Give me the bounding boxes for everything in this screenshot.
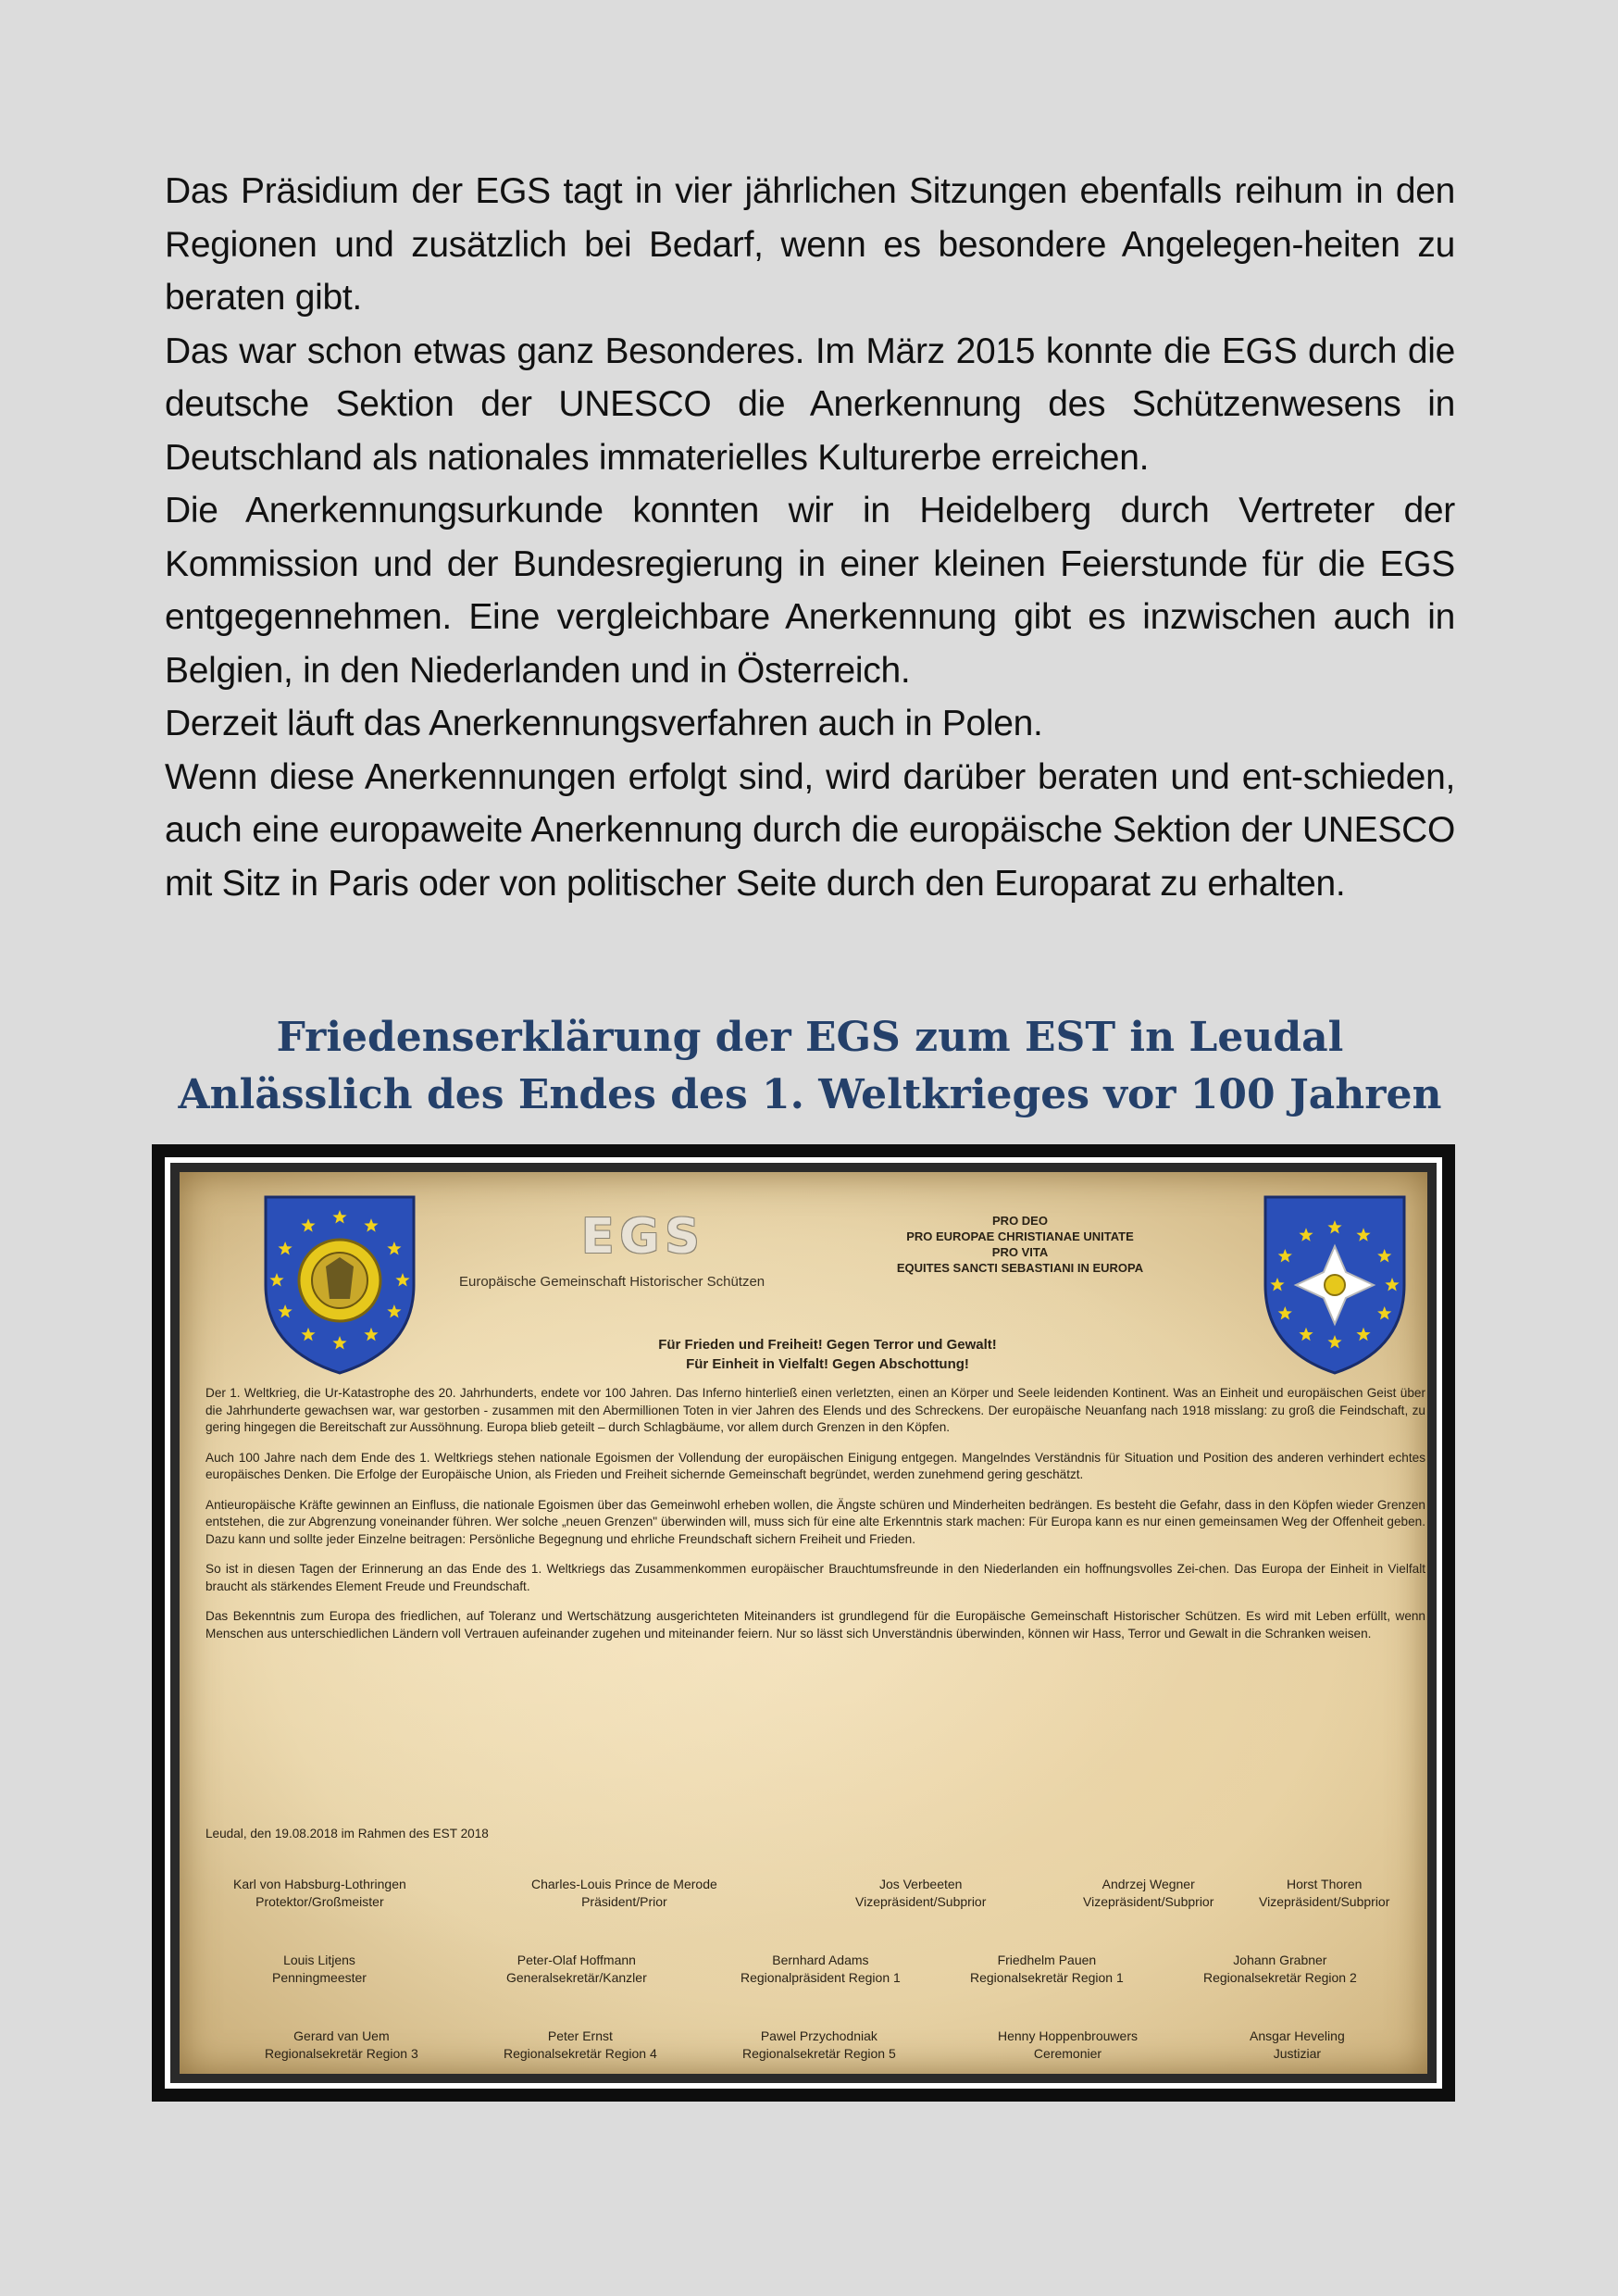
- intro-paragraph: Wenn diese Anerkennungen erfolgt sind, wird darüber beraten und ent-schieden, auch eine europaweite Anerkennung durch die europäische Sektion der UNESCO mit Sitz in Paris oder von politischer Seite durch den Europarat zu erhalten.: [165, 756, 1455, 904]
- signatory: Henny Hoppenbrouwers Ceremonier: [998, 2028, 1138, 2061]
- declaration-paragraph: Das Bekenntnis zum Europa des friedlichen, auf Toleranz und Wertschätzung ausgerichteten Miteinanders ist grundlegend für die Europäische Gemeinschaft Historischer Schützen. Es wird mit Leben erfüllt, wenn Menschen aus unterschiedlichen Ländern voll Vertrauen aufeinander zugehen und miteinander feiern. Nur so lässt sich Unverständnis überwinden, können wir Hass, Terror und Gewalt in die Schranken weisen.: [205, 1609, 1425, 1641]
- heading-line-1: Friedenserklärung der EGS zum EST in Leudal: [276, 1014, 1344, 1061]
- slogan: Für Frieden und Freiheit! Gegen Terror und Gewalt! Für Einheit in Vielfalt! Gegen Abschottung!: [658, 1337, 997, 1372]
- motto: PRO DEO PRO EUROPAE CHRISTIANAE UNITATE PRO VITA EQUITES SANCTI SEBASTIANI IN EUROPA: [896, 1214, 1144, 1275]
- signatory: Andrzej Wegner Vizepräsident/Subprior: [1083, 1877, 1214, 1909]
- intro-paragraph: Die Anerkennungsurkunde konnten wir in Heidelberg durch Vertreter der Kommission und der Bundesregierung in einer kleinen Feierstunde für die EGS entgegennehmen. Eine vergleichbare Anerkennung gibt es inzwischen auch in Belgien, in den Niederlanden und in Österreich.: [165, 491, 1455, 691]
- signatory: Karl von Habsburg-Lothringen Protektor/Großmeister: [233, 1877, 406, 1909]
- declaration-paragraph: Antieuropäische Kräfte gewinnen an Einfluss, die nationale Egoismen über das Gemeinwohl erheben wollen, die Ängste schüren und Minderheiten bedrängen. Es besteht die Gefahr, dass in den Köpfen wieder Grenzen entstehen, die zur Abgrenzung voneinander führen. Wer solche „neuen Grenzen" überwinden will, muss sich für eine alte Erkenntnis stark machen: Für Europa kann es nur einen gemeinsamen Weg der Offenheit geben. Dazu kann und sollte jeder Einzelne beitragen: Persönliche Begegnung und ehrliche Freundschaft sichern Freiheit und Frieden.: [205, 1497, 1425, 1546]
- intro-text: [165, 165, 1455, 910]
- signatory: Peter-Olaf Hoffmann Generalsekretär/Kanzler: [506, 1953, 647, 1985]
- section-heading: [139, 1009, 1481, 1124]
- declaration-paragraph: So ist in diesen Tagen der Erinnerung an das Ende des 1. Weltkriegs das Zusammenkommen europäischer Brauchtumsfreunde in den Niederlanden ein hoffnungsvolles Zei-chen. Das Europa der Einheit in Vielfalt braucht als stärkendes Element Freude und Freundschaft.: [205, 1562, 1425, 1593]
- intro-paragraph: Derzeit läuft das Anerkennungsverfahren auch in Polen.: [165, 704, 1043, 743]
- signatory: Peter Ernst Regionalsekretär Region 4: [504, 2028, 657, 2061]
- signatory: Gerard van Uem Regionalsekretär Region 3: [265, 2028, 418, 2061]
- document-image-frame: [152, 1144, 1455, 2102]
- intro-paragraph: Das Präsidium der EGS tagt in vier jährlichen Sitzungen ebenfalls reihum in den Regionen und zusätzlich bei Bedarf, wenn es besondere Angelegen-heiten zu beraten gibt.: [165, 171, 1455, 318]
- signatory: Bernhard Adams Regionalpräsident Region 1: [741, 1953, 901, 1985]
- dateline: Leudal, den 19.08.2018 im Rahmen des EST 2018: [205, 1827, 489, 1841]
- signatory: Johann Grabner Regionalsekretär Region 2: [1203, 1953, 1357, 1985]
- signatory: Horst Thoren Vizepräsident/Subprior: [1259, 1877, 1390, 1909]
- signatory: Charles-Louis Prince de Merode Präsident/Prior: [531, 1877, 717, 1909]
- egs-shield-left-icon: [261, 1192, 418, 1378]
- signatory: Jos Verbeeten Vizepräsident/Subprior: [855, 1877, 987, 1909]
- heading-line-2: Anlässlich des Endes des 1. Weltkrieges vor 100 Jahren: [178, 1071, 1442, 1118]
- signatory: Louis Litjens Penningmeester: [272, 1953, 367, 1985]
- intro-paragraph: Das war schon etwas ganz Besonderes. Im März 2015 konnte die EGS durch die deutsche Sektion der UNESCO die Anerkennung des Schützenwesens in Deutschland als nationales immaterielles Kulturerbe erreichen.: [165, 331, 1455, 478]
- egs-shield-right-icon: [1261, 1192, 1409, 1378]
- declaration-paragraph: Der 1. Weltkrieg, die Ur-Katastrophe des 20. Jahrhunderts, endete vor 100 Jahren. Das Inferno hinterließ einen verletzten, einen an Körper und Seele leidenden Kontinent. Was an Einheit und europäischen Geist über die Jahrhunderte gewachsen war, war gestorben - zusammen mit den Abermillionen Toten in vier Jahren des Elends und des Schreckens. Der europäische Neuanfang nach 1918 misslang: zu groß die Feindschaft, zu gering hingegen die Bereitschaft zur Aussöhnung. Europa blieb geteilt – durch Schlagbäume, vor allem durch Grenzen in den Köpfen.: [205, 1386, 1425, 1434]
- egs-logo: EGS: [581, 1209, 705, 1265]
- declaration-body: [205, 1385, 1425, 1655]
- org-name: Europäische Gemeinschaft Historischer Schützen: [459, 1274, 765, 1290]
- peace-declaration-document: [180, 1172, 1427, 2074]
- signatory: Friedhelm Pauen Regionalsekretär Region 1: [970, 1953, 1124, 1985]
- declaration-paragraph: Auch 100 Jahre nach dem Ende des 1. Weltkriegs stehen nationale Egoismen der Vollendung der europäischen Einigung entgegen. Mangelndes Verständnis für Situation und Position des anderen verhindert echtes europäisches Denken. Die Erfolge der Europäische Union, als Frieden und Freiheit sichernde Gemeinschaft begründet, werden zunehmend gering geschätzt.: [205, 1450, 1425, 1481]
- signatory: Ansgar Heveling Justiziar: [1250, 2028, 1345, 2061]
- signatory: Pawel Przychodniak Regionalsekretär Region 5: [742, 2028, 896, 2061]
